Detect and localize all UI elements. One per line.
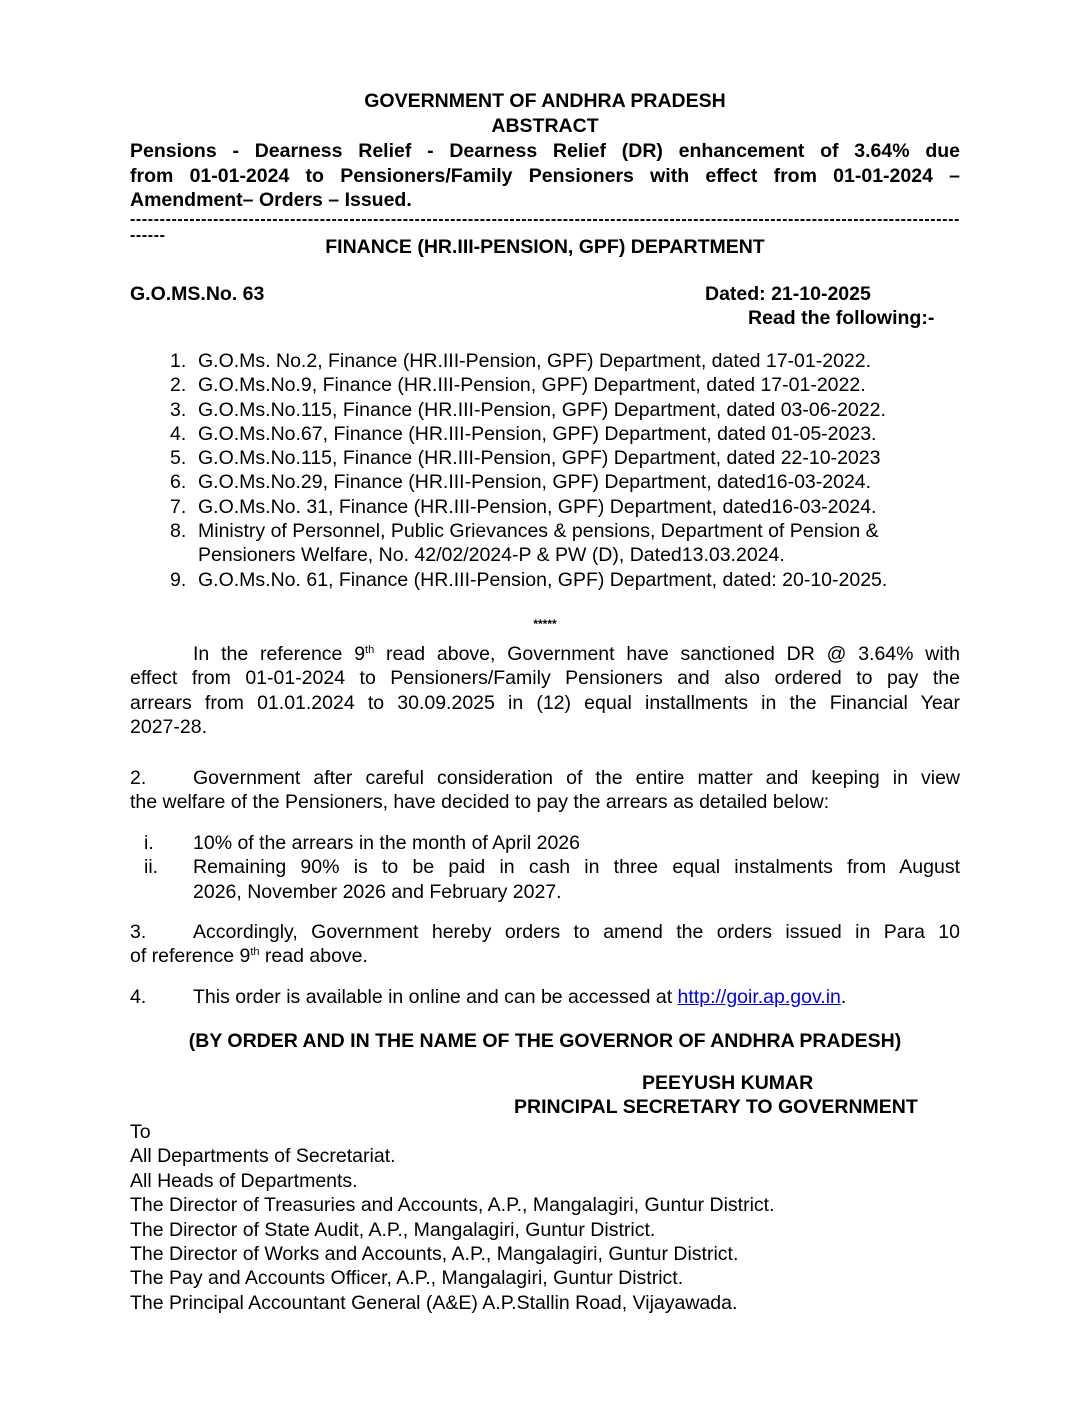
by-order-statement: (BY ORDER AND IN THE NAME OF THE GOVERNOR OF ANDHRA PRADESH) — [188, 1030, 902, 1052]
subject-line: Amendment– Orders – Issued. — [130, 189, 412, 211]
goir-website-link[interactable]: http://goir.ap.gov.in — [677, 986, 841, 1008]
recipient: The Director of Works and Accounts, A.P., Mangalagiri, Guntur District. — [130, 1243, 739, 1266]
reference-text — [198, 519, 879, 568]
subject-line: from 01-01-2024 to Pensioners/Family Pensioners with effect from 01-01-2024 – — [130, 164, 960, 187]
paragraph-1 — [130, 642, 960, 740]
distribution-list — [130, 1120, 775, 1315]
item-text-line: 2026, November 2026 and February 2027. — [193, 880, 562, 903]
reference-number: 4. — [170, 422, 187, 445]
paragraph-line — [130, 920, 960, 944]
reference-item — [170, 349, 970, 373]
reference-text-line: Pensioners Welfare, No. 42/02/2024-P & PW (D), Dated13.03.2024. — [198, 544, 785, 567]
paragraph-2 — [130, 766, 960, 815]
to-label: To — [130, 1121, 151, 1143]
paragraph-text: . — [840, 986, 847, 1008]
order-number: G.O.MS.No. 63 — [130, 283, 265, 305]
paragraph-line: 2027-28. — [130, 716, 207, 739]
department-heading: FINANCE (HR.III-PENSION, GPF) DEPARTMENT — [325, 236, 765, 258]
reference-number: 5. — [170, 447, 187, 470]
reference-text: G.O.Ms.No.115, Finance (HR.III-Pension, GPF) Department, dated 03-06-2022. — [198, 398, 886, 421]
paragraph-text: Government after careful consideration of the entire matter and keeping in view — [193, 767, 960, 789]
item-text — [193, 831, 960, 855]
arrears-schedule-list — [130, 831, 960, 904]
reference-text: G.O.Ms.No. 31, Finance (HR.III-Pension, GPF) Department, dated16-03-2024. — [198, 495, 877, 518]
reference-number: 1. — [170, 350, 187, 372]
item-number: i. — [144, 832, 154, 854]
schedule-item — [130, 831, 960, 855]
order-date: Dated: 21-10-2025 — [705, 283, 871, 305]
recipient: The Pay and Accounts Officer, A.P., Mangalagiri, Guntur District. — [130, 1267, 684, 1290]
recipient: The Director of State Audit, A.P., Mangalagiri, Guntur District. — [130, 1218, 656, 1241]
paragraph-line — [130, 642, 960, 666]
item-text-line: 10% of the arrears in the month of April 2026 — [193, 832, 580, 854]
abstract-heading: ABSTRACT — [491, 115, 599, 137]
paragraph-number: 4. — [130, 986, 147, 1008]
reference-number: 6. — [170, 471, 187, 494]
item-text-line: Remaining 90% is to be paid in cash in three equal instalments from August — [193, 856, 960, 879]
recipient: The Principal Accountant General (A&E) A.P.Stallin Road, Vijayawada. — [130, 1291, 738, 1314]
reference-text: G.O.Ms. No.2, Finance (HR.III-Pension, GPF) Department, dated 17-01-2022. — [198, 350, 872, 372]
paragraph-line: arrears from 01.01.2024 to 30.09.2025 in (12) equal installments in the Financial Year — [130, 691, 960, 714]
reference-text: G.O.Ms.No. 61, Finance (HR.III-Pension, GPF) Department, dated: 20-10-2025. — [198, 568, 888, 591]
recipient: All Heads of Departments. — [130, 1169, 358, 1192]
reference-text-line: Ministry of Personnel, Public Grievances & pensions, Department of Pension & — [198, 520, 879, 543]
reference-item — [170, 446, 970, 470]
dashed-separator: -------------------------------------------------------------------------------------------------------------------------------------------------- — [130, 212, 960, 244]
references-list — [170, 349, 970, 592]
recipient: All Departments of Secretariat. — [130, 1145, 396, 1168]
reference-number: 9. — [170, 568, 187, 591]
paragraph-line: the welfare of the Pensioners, have decided to pay the arrears as detailed below: — [130, 791, 830, 814]
signatory-designation: PRINCIPAL SECRETARY TO GOVERNMENT — [514, 1096, 918, 1118]
reference-item — [170, 373, 970, 397]
government-heading: GOVERNMENT OF ANDHRA PRADESH — [364, 90, 726, 112]
paragraph-text: Accordingly, Government hereby orders to amend the orders issued in Para 10 — [193, 921, 960, 943]
paragraph-text: This order is available in online and can be accessed at — [193, 986, 678, 1008]
reference-item — [170, 519, 970, 568]
recipient: The Director of Treasuries and Accounts, A.P., Mangalagiri, Guntur District. — [130, 1194, 775, 1217]
paragraph-line: effect from 01-01-2024 to Pensioners/Family Pensioners and also ordered to pay the — [130, 667, 960, 690]
reference-item — [170, 568, 970, 592]
paragraph-text: In the reference 9 — [193, 643, 366, 665]
paragraph-text: of reference 9 — [130, 945, 251, 968]
reference-item — [170, 422, 970, 446]
reference-text: G.O.Ms.No.115, Finance (HR.III-Pension, GPF) Department, dated 22-10-2023 — [198, 447, 881, 470]
signatory-name: PEEYUSH KUMAR — [642, 1072, 814, 1094]
subject-abstract — [130, 139, 960, 213]
paragraph-line — [130, 944, 960, 968]
superscript: th — [250, 946, 260, 959]
superscript: th — [365, 644, 375, 656]
paragraph-4 — [130, 985, 960, 1009]
reference-text: G.O.Ms.No.67, Finance (HR.III-Pension, GPF) Department, dated 01-05-2023. — [198, 422, 877, 445]
reference-item — [170, 470, 970, 494]
paragraph-text: read above, Government have sanctioned DR @ 3.64% with — [374, 643, 960, 665]
paragraph-line — [130, 985, 960, 1009]
subject-line: Pensions - Dearness Relief - Dearness Relief (DR) enhancement of 3.64% due — [130, 140, 960, 162]
reference-item — [170, 495, 970, 519]
reference-number: 2. — [170, 374, 187, 397]
reference-number: 7. — [170, 495, 187, 518]
reference-text: G.O.Ms.No.29, Finance (HR.III-Pension, GPF) Department, dated16-03-2024. — [198, 471, 872, 494]
paragraph-line — [130, 766, 960, 790]
schedule-item — [130, 855, 960, 904]
paragraph-number: 2. — [130, 767, 147, 789]
reference-item — [170, 398, 970, 422]
reference-number: 3. — [170, 398, 187, 421]
paragraph-number: 3. — [130, 921, 147, 943]
paragraph-3 — [130, 920, 960, 969]
item-text — [193, 855, 960, 904]
paragraph-text: read above. — [259, 945, 368, 968]
reference-text: G.O.Ms.No.9, Finance (HR.III-Pension, GPF) Department, dated 17-01-2022. — [198, 374, 866, 397]
item-number: ii. — [144, 856, 159, 879]
section-stars-divider: ***** — [533, 617, 557, 631]
read-following-label: Read the following:- — [748, 307, 935, 329]
reference-number: 8. — [170, 520, 187, 543]
